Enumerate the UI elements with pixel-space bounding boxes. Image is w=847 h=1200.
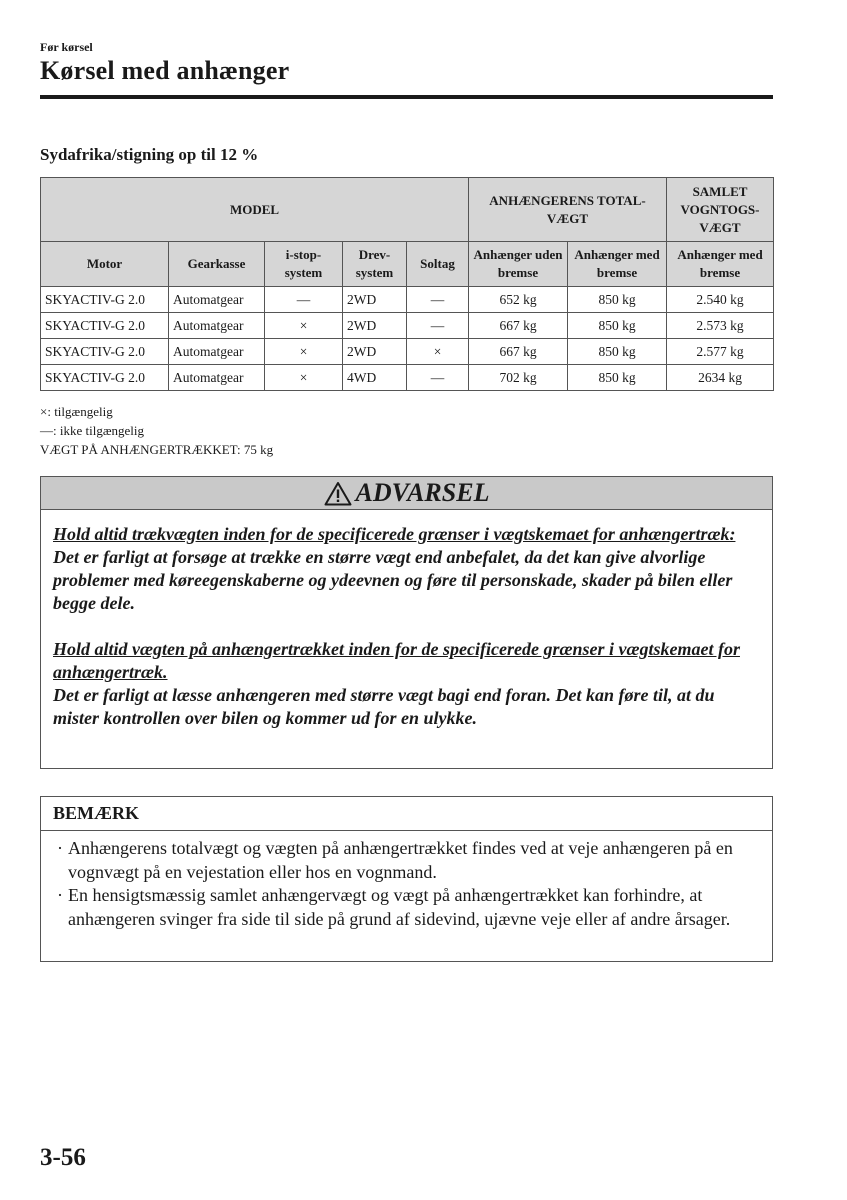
cell-without-brakes: 667 kg — [469, 339, 568, 365]
cell-gearbox: Automatgear — [169, 365, 265, 391]
cell-istop: — — [265, 287, 343, 313]
table-heading: Sydafrika/stigning op til 12 % — [40, 145, 259, 164]
cell-with-brakes: 850 kg — [568, 287, 667, 313]
cell-motor: SKYACTIV-G 2.0 — [41, 339, 169, 365]
table-legend — [40, 402, 273, 459]
col-with-brakes: Anhænger med bremse — [568, 242, 667, 287]
cell-motor: SKYACTIV-G 2.0 — [41, 313, 169, 339]
cell-motor: SKYACTIV-G 2.0 — [41, 365, 169, 391]
note-body — [41, 831, 772, 931]
page-title: Kørsel med anhænger — [40, 56, 290, 85]
note-box — [40, 796, 773, 962]
col-drive: Drev-system — [343, 242, 407, 287]
warning-title: ADVARSEL — [355, 478, 490, 507]
cell-combined: 2.540 kg — [667, 287, 774, 313]
cell-motor: SKYACTIV-G 2.0 — [41, 287, 169, 313]
col-without-brakes: Anhænger uden bremse — [469, 242, 568, 287]
total-weight-header: ANHÆNGERENS TOTAL-VÆGT — [469, 178, 667, 242]
warning-body — [41, 510, 772, 730]
cell-without-brakes: 652 kg — [469, 287, 568, 313]
cell-gearbox: Automatgear — [169, 287, 265, 313]
note-item-text: Anhængerens totalvægt og vægten på anhængertrækket findes ved at veje anhængeren på en vognvægt på en vejestation eller hos en vognmand. — [68, 838, 733, 882]
legend-hitch-weight: VÆGT PÅ ANHÆNGERTRÆKKET: 75 kg — [40, 442, 274, 457]
cell-combined: 2.573 kg — [667, 313, 774, 339]
cell-with-brakes: 850 kg — [568, 365, 667, 391]
bullet: · — [57, 885, 63, 905]
cell-drive: 2WD — [343, 339, 407, 365]
table-row — [41, 339, 774, 365]
note-item — [57, 837, 760, 884]
col-motor: Motor — [41, 242, 169, 287]
cell-combined: 2634 kg — [667, 365, 774, 391]
cell-istop: × — [265, 339, 343, 365]
cell-istop: × — [265, 313, 343, 339]
cell-drive: 4WD — [343, 365, 407, 391]
table-row — [41, 287, 774, 313]
cell-with-brakes: 850 kg — [568, 339, 667, 365]
col-combined-brakes: Anhænger med bremse — [667, 242, 774, 287]
table-row — [41, 313, 774, 339]
col-istop: i-stop-system — [265, 242, 343, 287]
warning-paragraph-text: Det er farligt at læsse anhængeren med større vægt bagi end foran. Det kan føre til, at du mister kontrollen over bilen og kommer ud for en ulykke. — [53, 685, 715, 728]
towing-capacity-table — [40, 177, 774, 391]
warning-triangle-icon — [324, 481, 352, 506]
cell-sunroof: — — [407, 287, 469, 313]
cell-with-brakes: 850 kg — [568, 313, 667, 339]
cell-gearbox: Automatgear — [169, 339, 265, 365]
bullet: · — [57, 838, 63, 858]
note-item — [57, 884, 760, 931]
warning-paragraph-heading: Hold altid vægten på anhængertrækket inden for de specificerede grænser i vægtskemaet for anhængertræk. — [53, 639, 740, 682]
cell-drive: 2WD — [343, 287, 407, 313]
section-label: Før kørsel — [40, 40, 93, 54]
cell-sunroof: — — [407, 365, 469, 391]
warning-paragraph-heading: Hold altid trækvægten inden for de specificerede grænser i vægtskemaet for anhængertræk: — [53, 524, 736, 544]
note-item-text: En hensigtsmæssig samlet anhængervægt og vægt på anhængertrækket kan forhindre, at anhængeren svinger fra side til side på grund af sidevind, ujævne veje eller af andre årsager. — [68, 885, 731, 929]
cell-drive: 2WD — [343, 313, 407, 339]
cell-gearbox: Automatgear — [169, 313, 265, 339]
table-row — [41, 365, 774, 391]
cell-sunroof: — — [407, 313, 469, 339]
model-header: MODEL — [41, 178, 469, 242]
col-gearbox: Gearkasse — [169, 242, 265, 287]
cell-combined: 2.577 kg — [667, 339, 774, 365]
warning-paragraph-text: Det er farligt at forsøge at trække en større vægt end anbefalet, da det kan give alvorlige problemer med køreegenskaberne og ydeevnen og føre til personskade, skader på bilen eller begge dele. — [53, 547, 733, 613]
page-number: 3-56 — [40, 1144, 86, 1171]
legend-unavailable: —: ikke tilgængelig — [40, 423, 144, 438]
col-sunroof: Soltag — [407, 242, 469, 287]
note-title: BEMÆRK — [41, 797, 772, 831]
warning-header — [41, 477, 772, 510]
warning-box — [40, 476, 773, 769]
cell-without-brakes: 702 kg — [469, 365, 568, 391]
cell-istop: × — [265, 365, 343, 391]
combined-weight-header: SAMLET VOGNTOGS-VÆGT — [667, 178, 774, 242]
cell-without-brakes: 667 kg — [469, 313, 568, 339]
cell-sunroof: × — [407, 339, 469, 365]
legend-available: ×: tilgængelig — [40, 404, 113, 419]
title-divider — [40, 95, 773, 99]
